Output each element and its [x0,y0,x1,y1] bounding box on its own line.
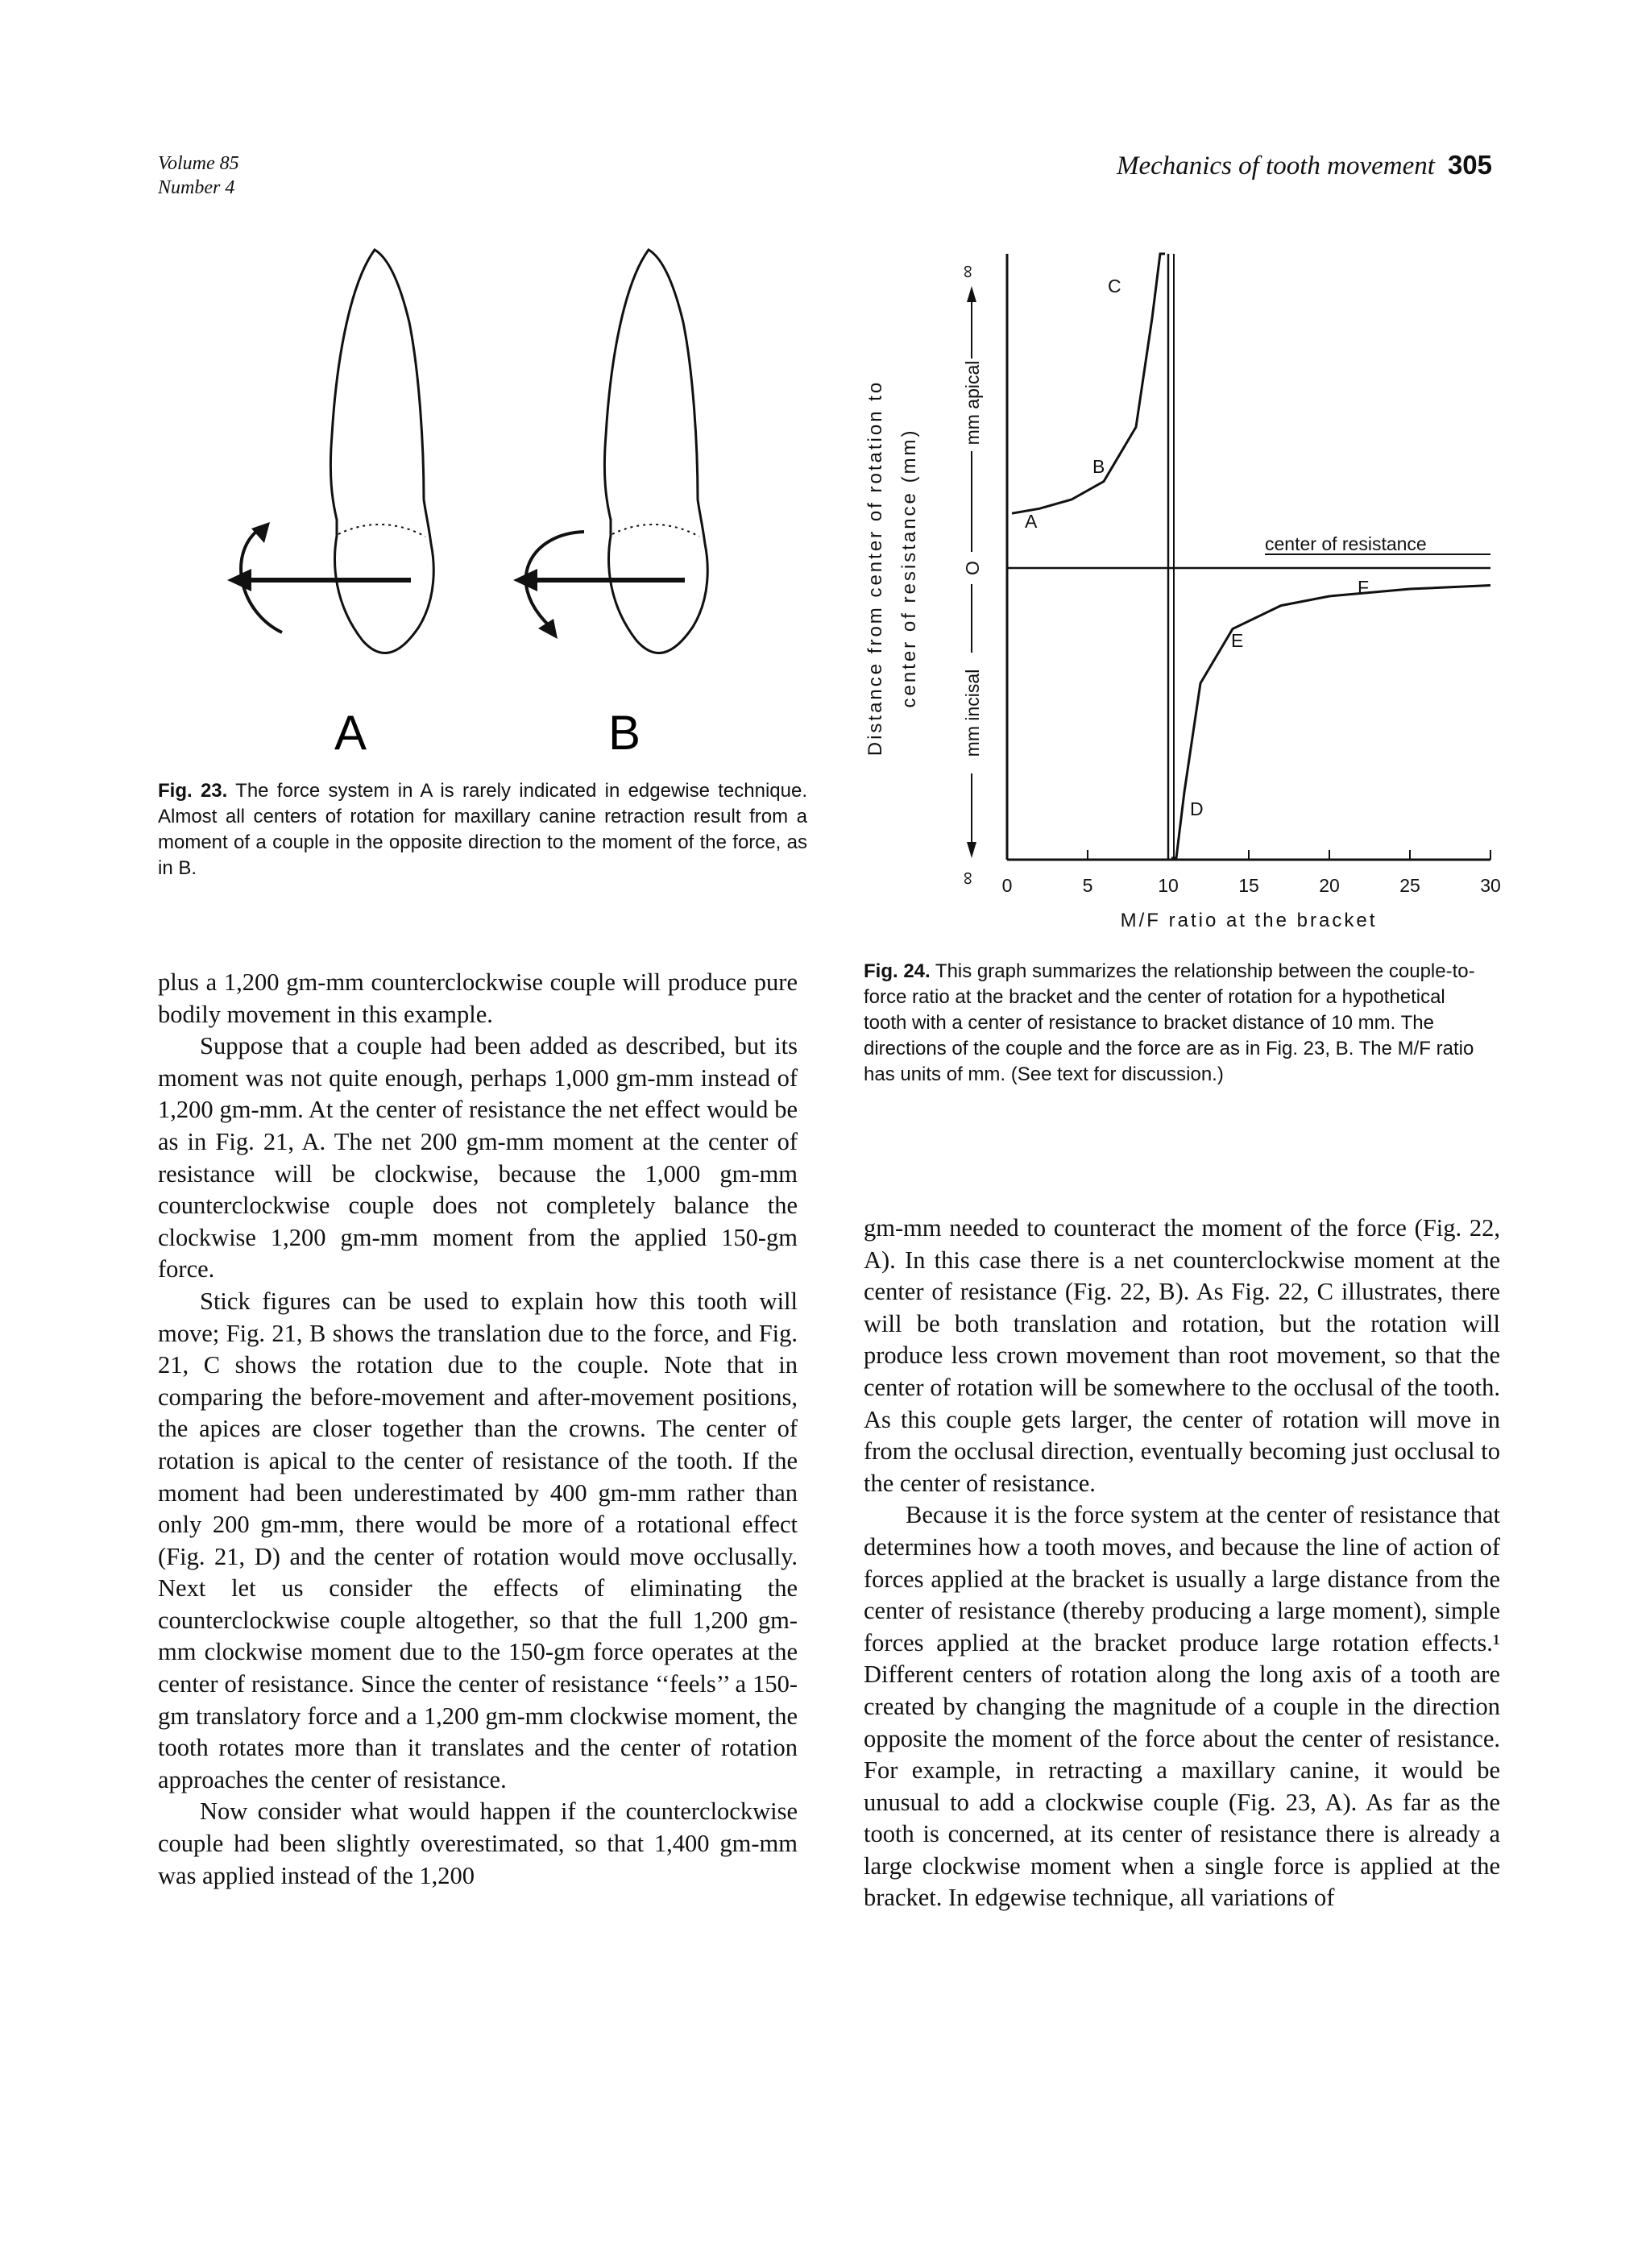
paragraph: plus a 1,200 gm-mm counterclockwise couple will produce pure bodily movement in this example. [158,968,798,1028]
x-ticks [1002,850,1501,896]
x-tick-label: 0 [1001,875,1013,896]
volume-label: Volume 85 [158,153,239,174]
curve-label-d: D [1190,798,1204,819]
x-tick-label: 30 [1480,875,1501,896]
paragraph: gm-mm needed to counteract the moment of the force (Fig. 22, A). In this case there is a net counterclockwise moment at the center of resistance (Fig. 22, B). As Fig. 22, C illustrates, there will be both translation and rotation, but the rotation will produce less crown movement than root movement, so that the center of rotation will be somewhere to the occlusal of the tooth. As this couple gets larger, the center of rotation will move in from the occlusal direction, eventually becoming just occlusal to the center of resistance. [864,1214,1500,1497]
paragraph: Because it is the force system at the center of resistance that determines how a tooth moves, and because the line of action of forces applied at the bracket is usually a large distance from the center of resistance (thereby producing a large moment), simple forces applied at the bracket produce large rotation effects.¹ Different centers of rotation along the long axis of a tooth are created by changing the magnitude of a couple in the direction opposite the moment of the force about the center of resistance. For example, in retracting a maxillary canine, it would be unusual to add a clockwise couple (Fig. 23, A). As far as the tooth is concerned, at its center of resistance there is already a large clockwise moment when a single force is applied at the bracket. In edgewise technique, all variations of [864,1501,1500,1912]
tooth-a-drawing [227,250,433,653]
paragraph: Now consider what would happen if the counterclockwise couple had been slightly overestimated, so that 1,400 gm-mm was applied instead of the 1,200 [158,1797,798,1889]
curve-incisal [1171,586,1490,859]
figure-23-caption [158,778,807,881]
paragraph: Suppose that a couple had been added as described, but its moment was not quite enough, perhaps 1,000 gm-mm instead of 1,200 gm-mm. At the center of resistance the net effect would be as in Fig. 21, A. The net 200 gm-mm moment at the center of resistance will be clockwise, because the 1,000 gm-mm counterclockwise couple does not completely balance the clockwise 1,200 gm-mm moment from the applied 150-gm force. [158,1032,798,1283]
figure-23-caption-label: Fig. 23. [158,780,228,802]
x-tick-label: 15 [1238,875,1259,896]
figure-24-caption [864,959,1492,1088]
curve-label-b: B [1092,456,1105,477]
paragraph: Stick figures can be used to explain how this tooth will move; Fig. 21, B shows the translation due to the force, and Fig. 21, C shows the rotation due to the couple. Note that in comparing the before-movement and after-movement positions, the apices are closer together than the crowns. The center of rotation is apical to the center of resistance of the tooth. If the moment had been underestimated by 400 gm-mm rather than only 200 gm-mm, there would be more of a rotational effect (Fig. 21, D) and the center of rotation would move occlusally. Next let us consider the effects of eliminating the counterclockwise couple altogether, so that the full 1,200 gm-mm clockwise moment due to the 150-gm force operates at the center of resistance. Since the center of resistance ‘‘feels’’ a 150-gm translatory force and a 1,200 gm-mm clockwise moment, the tooth rotates more than it translates and the center of rotation approaches the center of resistance. [158,1287,798,1793]
running-title: Mechanics of tooth movement [1116,151,1435,180]
tooth-b-drawing [513,250,707,653]
figure-23-label-b: B [608,706,641,760]
x-axis-title: M/F ratio at the bracket [1120,910,1378,931]
y-incisal-arrow [967,842,976,858]
curve-apical [1012,254,1165,513]
y-incisal-label: mm incisal [962,669,983,757]
curve-label-f: F [1358,577,1370,598]
figure-23-caption-text: The force system in A is rarely indicated in edgewise technique. Almost all centers of rotation for maxillary canine retraction result from a moment of a couple in the opposite direction to the moment of the force, as in B. [158,780,808,879]
curve-label-c: C [1108,276,1121,296]
y-bottom-infinity: ∞ [956,871,977,885]
y-apical-label: mm apical [962,360,983,446]
y-top-infinity: ∞ [956,264,977,279]
figure-24-caption-text: This graph summarizes the relationship between the couple-to-force ratio at the bracket and the center of rotation for a hypothetical tooth with a center of resistance to bracket distance of 10 mm. The directions of the couple and the force are as in Fig. 23, B. The M/F ratio has units of mm. (See text for discussion.) [864,960,1475,1085]
figure-24-caption-label: Fig. 24. [864,960,931,982]
y-axis-title-line1: Distance from center of rotation to [864,379,886,757]
y-zero-label: O [962,561,983,575]
curve-label-e: E [1231,630,1244,651]
x-tick-label: 25 [1399,875,1420,896]
x-tick-label: 5 [1082,875,1093,896]
curve-label-a: A [1025,511,1038,532]
running-header-left [158,151,239,200]
number-label: Number 4 [158,177,235,198]
x-tick-label: 10 [1158,875,1179,896]
figure-23-illustration [153,234,781,765]
figure-23-label-a: A [334,706,367,760]
center-of-resistance-label: center of resistance [1265,533,1427,554]
y-axis-title-line2: center of resistance (mm) [898,428,920,708]
left-text-column [158,967,798,1892]
x-tick-label: 20 [1319,875,1340,896]
y-apical-arrow [967,286,976,302]
page-number: 305 [1447,150,1492,180]
right-text-column [864,1213,1500,1914]
figure-24-graph [846,230,1531,955]
running-header-right [1117,150,1492,181]
